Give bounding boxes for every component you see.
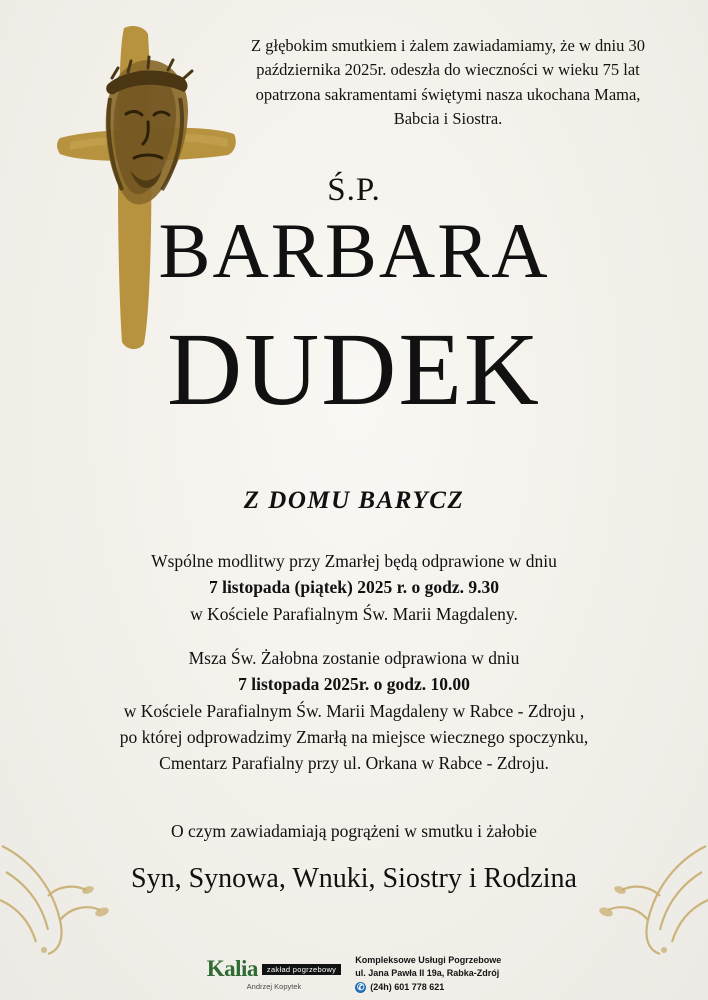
phone-icon (355, 982, 366, 993)
announcement-line: O czym zawiadamiają pogrążeni w smutku i żałobie (171, 821, 537, 841)
footer-bar (0, 948, 708, 1000)
deceased-last-name: DUDEK (167, 312, 541, 427)
footer-phone: (24h) 601 778 621 (370, 981, 445, 992)
maiden-name: Z DOMU BARYCZ (243, 487, 465, 514)
logo-tagline: zakład pogrzebowy (262, 964, 341, 976)
footer-address: ul. Jana Pawła II 19a, Rabka-Zdrój (355, 968, 500, 979)
deceased-first-name: BARBARA (158, 207, 550, 294)
family-signature: Syn, Synowa, Wnuki, Siostry i Rodzina (131, 863, 577, 894)
mass-block (24, 645, 684, 776)
corner-flourish-left (0, 838, 120, 958)
honorific: Ś.P. (327, 172, 381, 208)
mass-line-1: Msza Św. Żałobna zostanie odprawiona w dniu (188, 648, 520, 668)
funeral-home-logo (207, 957, 341, 990)
footer-services: Kompleksowe Usługi Pogrzebowe (355, 955, 502, 966)
corner-flourish-right (588, 838, 708, 958)
footer-contact (355, 954, 501, 993)
footer-phone-line (355, 981, 501, 994)
intro-text: Z głębokim smutkiem i żalem zawiadamiamy, że w dniu 30 października 2025r. odeszła do wieczności w wieku 75 lat opatrzona sakramentami świętymi nasza ukochana Mama, Babcia i Siostra. (251, 36, 645, 128)
logo-owner: Andrzej Kopytek (246, 981, 302, 991)
mass-location: w Kościele Parafialnym Św. Marii Magdaleny w Rabce - Zdroju , (123, 700, 585, 721)
procession-line: po której odprowadzimy Zmarłą na miejsce wiecznego spoczynku, (119, 726, 589, 747)
logo-row (207, 957, 341, 981)
prayers-datetime: 7 listopada (piątek) 2025 r. o godz. 9.30 (208, 577, 500, 598)
prayers-block (24, 548, 684, 627)
logo-name: Kalia (206, 956, 258, 982)
prayers-line-1: Wspólne modlitwy przy Zmarłej będą odprawione w dniu (151, 551, 557, 571)
prayers-location: w Kościele Parafialnym Św. Marii Magdaleny. (190, 603, 518, 624)
mass-datetime: 7 listopada 2025r. o godz. 10.00 (238, 674, 470, 695)
cemetery-line: Cmentarz Parafialny przy ul. Orkana w Rabce - Zdroju. (159, 753, 549, 773)
